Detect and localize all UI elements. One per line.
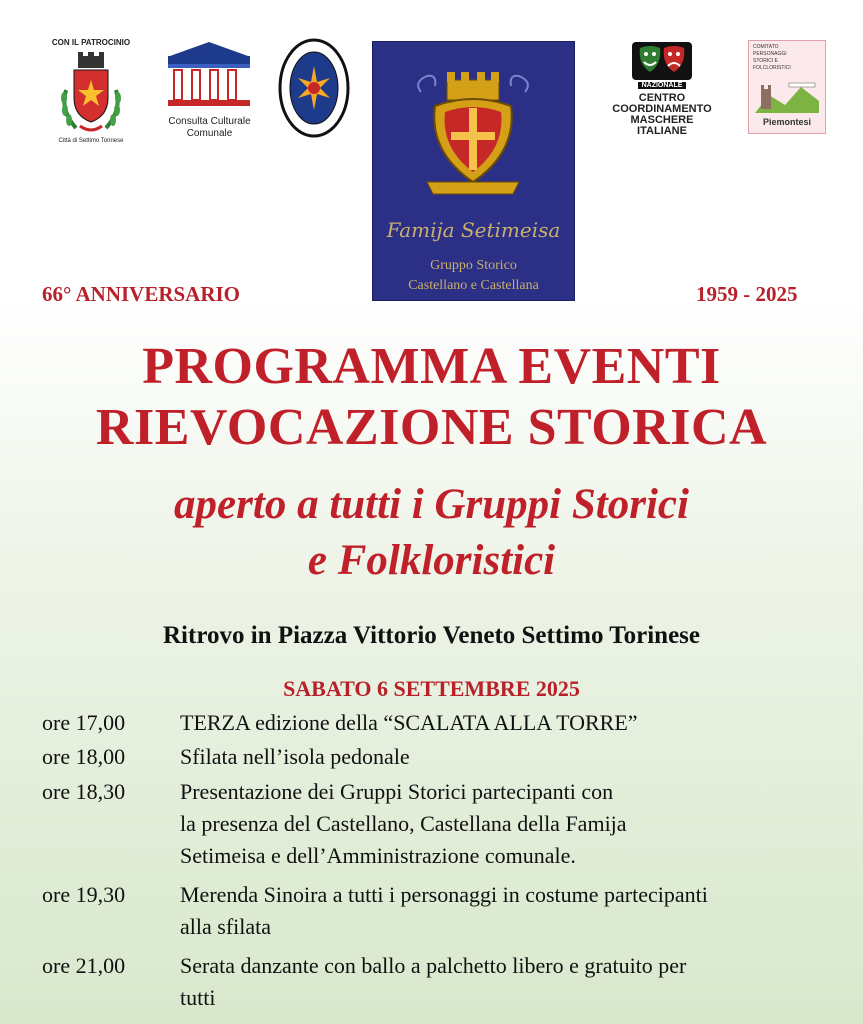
schedule-time: ore 18,30 — [42, 779, 126, 804]
schedule-line: la presenza del Castellano, Castellana della Famija — [180, 811, 627, 836]
comitato-logo — [748, 40, 826, 134]
subtitle-line2: e Folkloristici — [307, 537, 556, 584]
centro-line3: MASCHERE — [630, 114, 694, 126]
schedule-description — [180, 707, 840, 739]
city-crest-icon — [56, 50, 126, 136]
castle-icon — [755, 75, 819, 113]
schedule-line: TERZA edizione della “SCALATA ALLA TORRE” — [180, 710, 638, 735]
comitato-banner: Piemontesi — [762, 117, 811, 127]
meeting-point: Ritrovo in Piazza Vittorio Veneto Settimo Torinese — [163, 622, 700, 649]
schedule-description — [180, 879, 840, 943]
schedule-time: ore 19,30 — [42, 882, 126, 907]
comitato-line3: STORICI E — [753, 58, 778, 64]
event-date: SABATO 6 SETTEMBRE 2025 — [283, 676, 580, 701]
famija-setimeisa-emblem — [372, 41, 575, 301]
schedule-description — [180, 776, 840, 872]
patrocinio-label: CON IL PATROCINIO — [51, 38, 131, 47]
centro-line1: CENTRO — [638, 92, 686, 104]
schedule-line: Merenda Sinoira a tutti i personaggi in costume partecipanti — [180, 882, 708, 907]
title-line2: RIEVOCAZIONE STORICA — [95, 399, 768, 456]
schedule-line: Presentazione dei Gruppi Storici partecipanti con — [180, 779, 614, 804]
anniversary-label: 66° ANNIVERSARIO — [42, 282, 241, 306]
years-label: 1959 - 2025 — [696, 282, 798, 306]
centro-line2: COORDINAMENTO — [612, 103, 712, 115]
schedule-line: Setimeisa e dell’Amministrazione comunale. — [180, 843, 576, 868]
patrocinio-caption: Città di Settimo Torinese — [58, 138, 124, 144]
famija-crest-icon — [413, 62, 533, 212]
consulta-logo — [162, 40, 257, 140]
comitato-line1: COMITATO — [753, 44, 779, 50]
schedule-time: ore 18,00 — [42, 744, 126, 769]
famija-line2: Castellano e Castellana — [408, 278, 539, 293]
schedule-line: tutti — [180, 985, 216, 1010]
subtitle-line1: aperto a tutti i Gruppi Storici — [174, 481, 689, 528]
comitato-line2: PERSONAGGI — [753, 51, 787, 57]
schedule-time: ore 17,00 — [42, 710, 126, 735]
patrocinio-logo — [44, 38, 138, 148]
schedule-line: Sfilata nell’isola pedonale — [180, 744, 410, 769]
famija-line1: Gruppo Storico — [430, 258, 517, 273]
schedule-description — [180, 950, 840, 1014]
proloco-logo — [278, 38, 350, 138]
famija-script-title: Famija Setimeisa — [386, 218, 561, 242]
centro-line4: ITALIANE — [637, 125, 687, 137]
centro-badge: NAZIONALE — [638, 82, 686, 89]
comitato-line4: FOLCLORISTICI — [753, 65, 791, 71]
temple-icon — [166, 40, 252, 110]
schedule-line: alla sfilata — [180, 914, 272, 939]
proloco-seal-icon — [278, 38, 350, 138]
schedule-line: Serata danzante con ballo a palchetto libero e gratuito per — [180, 953, 687, 978]
schedule-description — [180, 741, 840, 773]
consulta-caption-line1: Consulta Culturale — [168, 116, 251, 127]
title-line1: PROGRAMMA EVENTI — [142, 338, 721, 395]
schedule-time: ore 21,00 — [42, 953, 126, 978]
centro-maschere-logo — [600, 40, 724, 140]
consulta-caption-line2: Comunale — [186, 128, 233, 139]
theatre-masks-icon — [630, 40, 694, 84]
